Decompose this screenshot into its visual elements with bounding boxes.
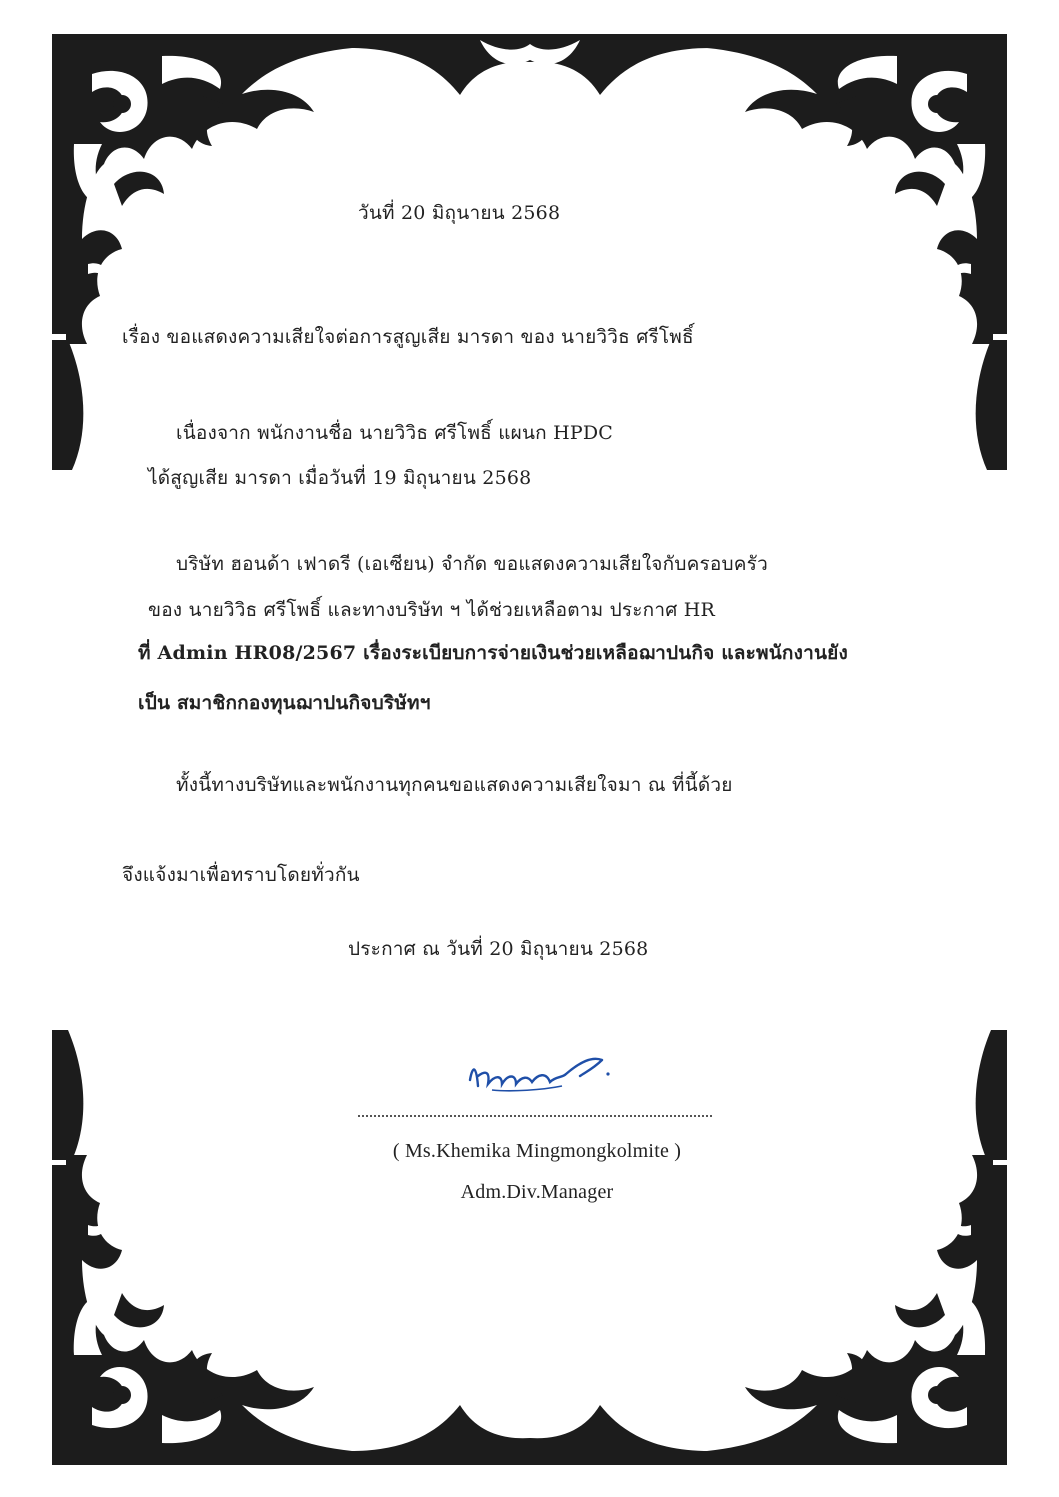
para2-line3: ที่ Admin HR08/2567 เรื่องระเบียบการจ่ายเงินช่วยเหลือฌาปนกิจ และพนักงานยัง (138, 642, 848, 664)
signature-line (358, 1093, 712, 1117)
signatory-name: ( Ms.Khemika Mingmongkolmite ) (392, 1140, 682, 1162)
para2-line1: บริษัท ฮอนด้า เฟาดรี (เอเซียน) จำกัด ขอแสดงความเสียใจกับครอบครัว (176, 553, 768, 575)
subject-line: เรื่อง ขอแสดงความเสียใจต่อการสูญเสีย มารดา ของ นายวิวิธ ศรีโพธิ์ (122, 326, 694, 348)
para1-line1: เนื่องจาก พนักงานชื่อ นายวิวิธ ศรีโพธิ์ แผนก HPDC (176, 422, 614, 444)
para2-line4: เป็น สมาชิกกองทุนฌาปนกิจบริษัทฯ (138, 692, 431, 714)
announce-line: ประกาศ ณ วันที่ 20 มิถุนายน 2568 (348, 938, 649, 960)
date-line: วันที่ 20 มิถุนายน 2568 (358, 202, 561, 224)
closing-line: จึงแจ้งมาเพื่อทราบโดยทั่วกัน (122, 864, 360, 886)
para3-line: ทั้งนี้ทางบริษัทและพนักงานทุกคนขอแสดงความเสียใจมา ณ ที่นี้ด้วย (176, 774, 733, 796)
signatory-title: Adm.Div.Manager (460, 1181, 614, 1203)
para2-line2: ของ นายวิวิธ ศรีโพธิ์ และทางบริษัท ฯ ได้ช่วยเหลือตาม ประกาศ HR (148, 599, 715, 621)
para1-line2: ได้สูญเสีย มารดา เมื่อวันที่ 19 มิถุนายน 2568 (148, 467, 532, 489)
